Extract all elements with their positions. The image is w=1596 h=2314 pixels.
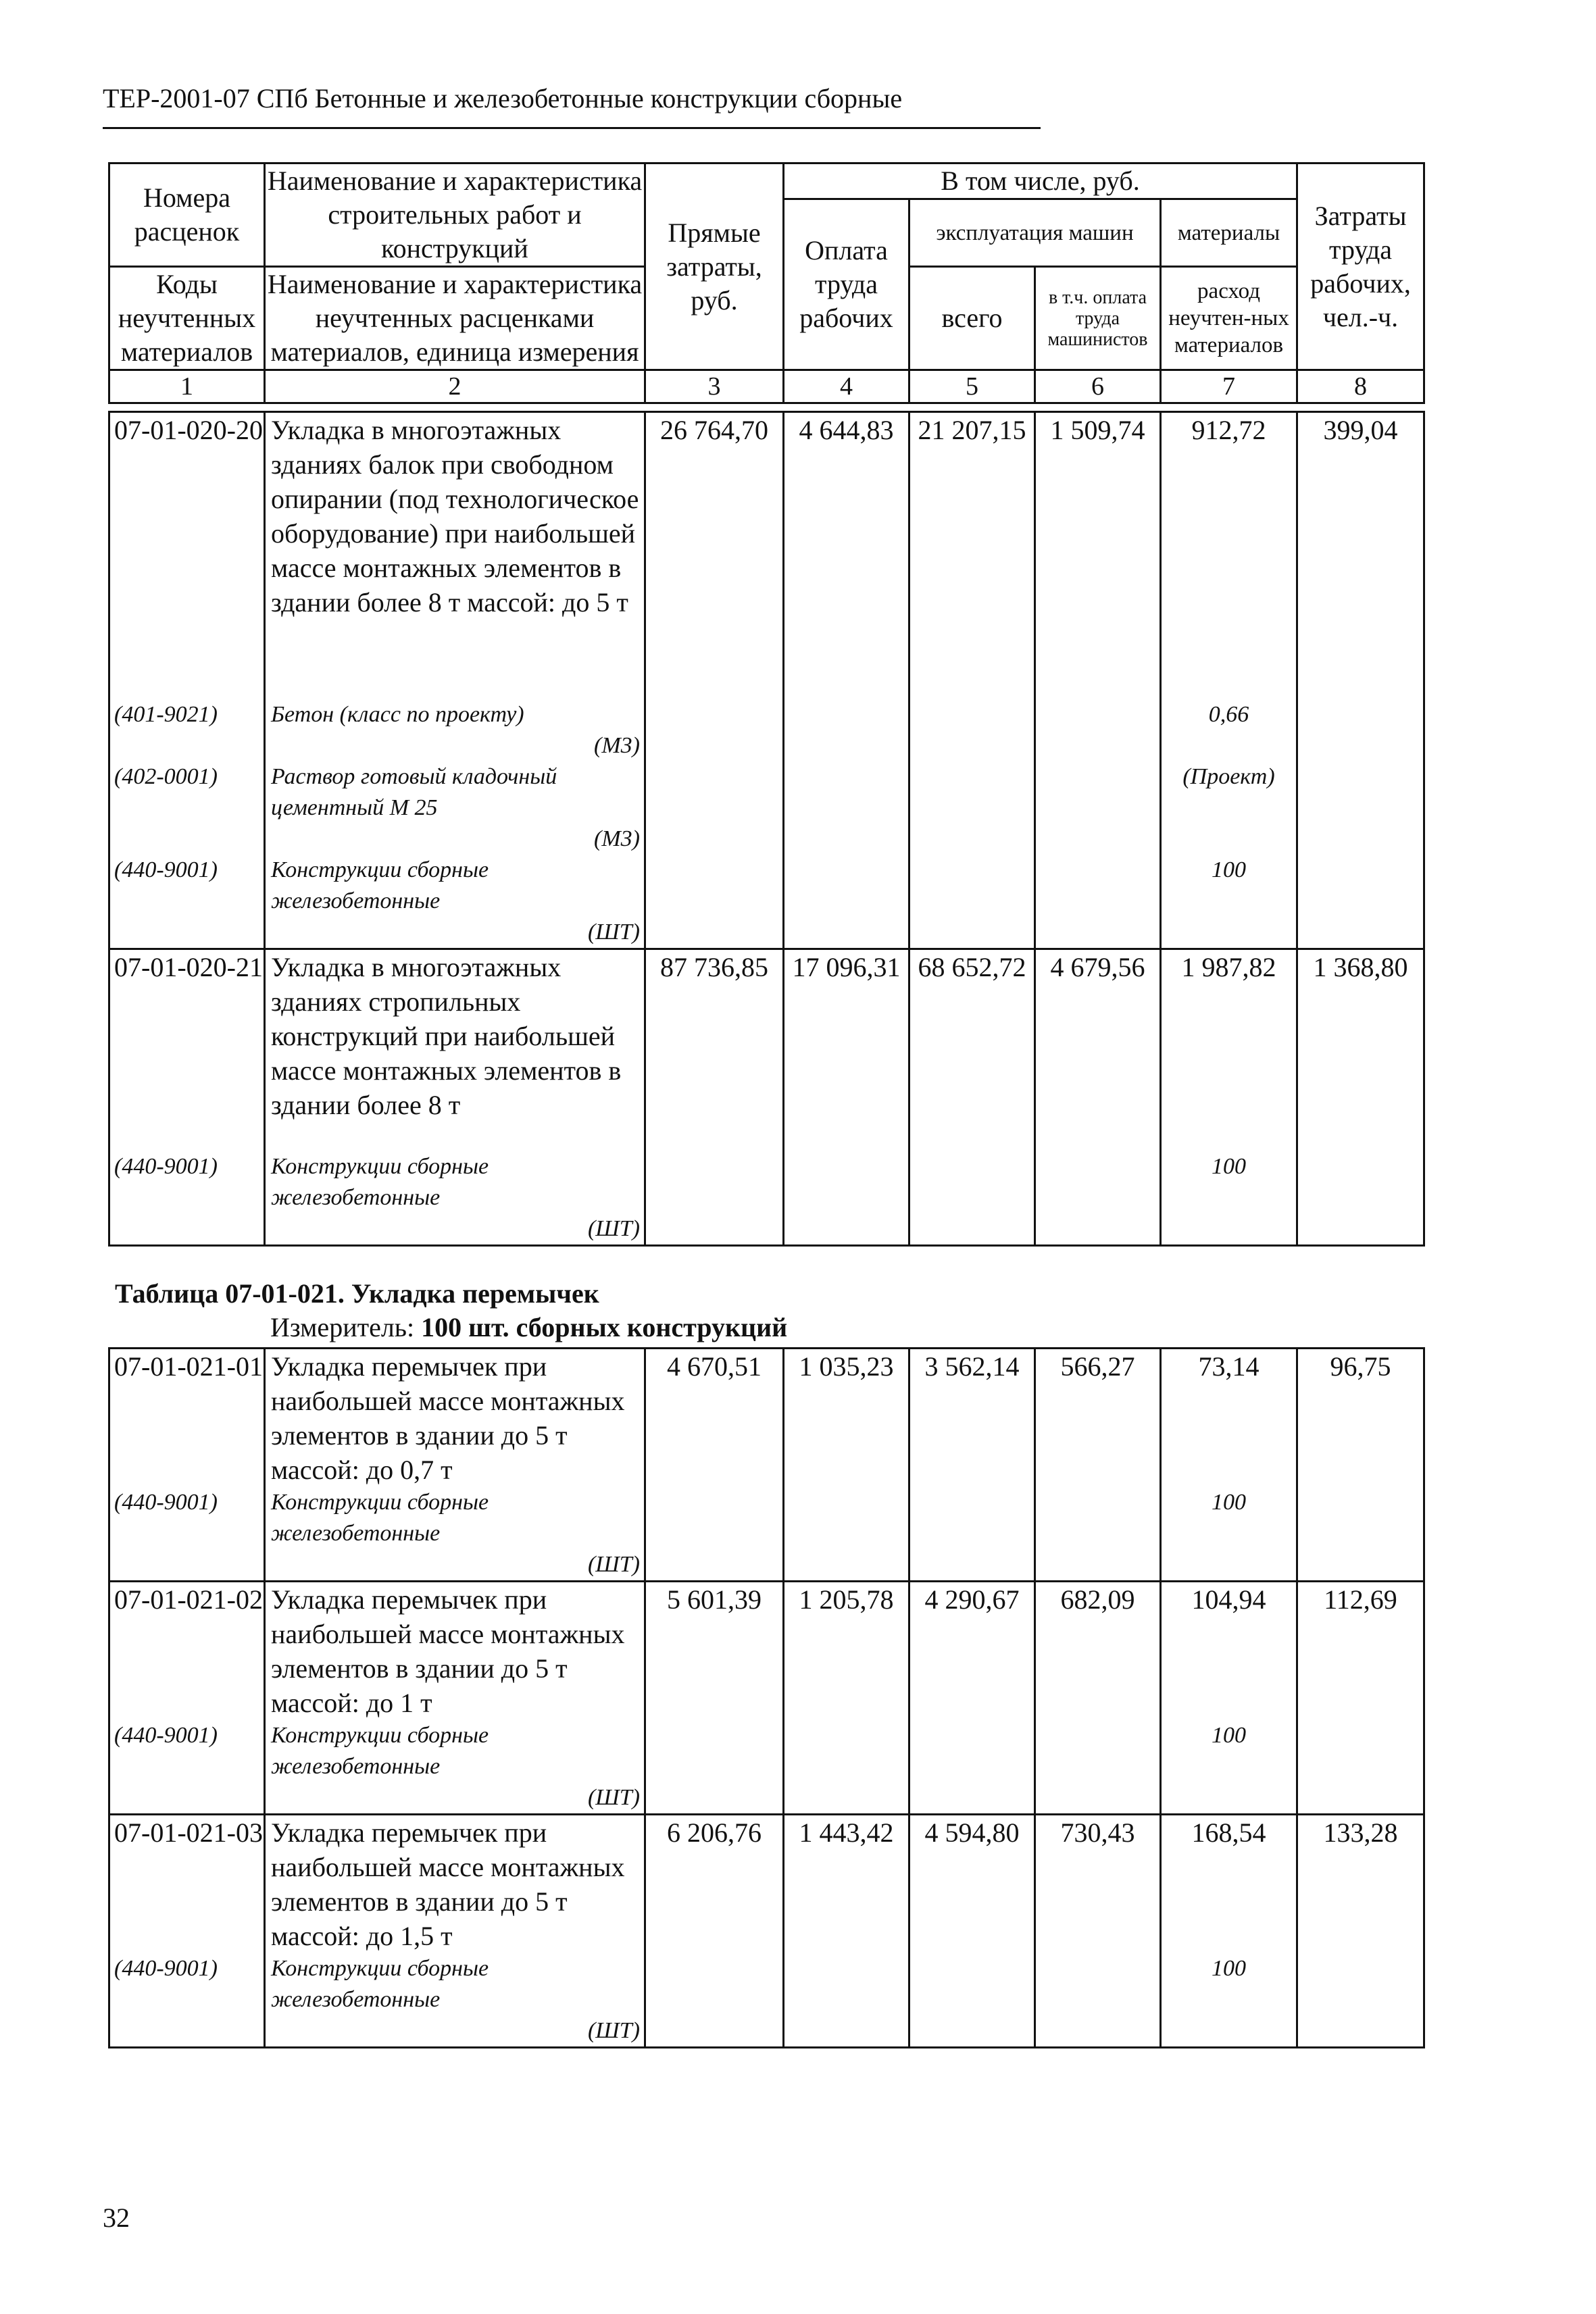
material-use: (Проект) [1161,761,1297,855]
material-name [265,1953,645,2048]
empty-cell [1297,1720,1424,1815]
header-labor-pay: Оплата труда рабочих [784,199,909,370]
empty-cell [645,1953,784,2048]
material-unit: (ШТ) [587,1785,640,1810]
rates-table-021 [108,1347,1425,2048]
material-name [265,1151,645,1246]
direct-costs: 4 670,51 [645,1349,784,1488]
empty-cell [1035,1151,1161,1246]
material-use: 100 [1161,1953,1297,2048]
operators-pay: 682,09 [1035,1582,1161,1721]
empty-cell [1297,1953,1424,2048]
materials-cost: 168,54 [1161,1815,1297,1954]
direct-costs: 87 736,85 [645,949,784,1151]
rate-code: 07-01-020-21 [109,949,265,1151]
column-number: 5 [909,370,1035,403]
material-code: (440-9001) [109,1487,265,1582]
machines-total: 21 207,15 [909,412,1035,699]
labor-pay: 1 443,42 [784,1815,909,1954]
column-number: 6 [1035,370,1161,403]
empty-cell [1297,855,1424,949]
material-name-text: Конструкции сборные железобетонные [271,1490,489,1546]
table-row [109,1349,1424,1488]
empty-cell [1297,699,1424,761]
empty-cell [784,1151,909,1246]
materials-cost: 1 987,82 [1161,949,1297,1151]
material-code: (401-9021) [109,699,265,761]
material-name-text: Бетон (класс по проекту) [271,701,524,727]
material-name-text: Конструкции сборные железобетонные [271,857,489,913]
material-row [109,1487,1424,1582]
table-title: Таблица 07-01-021. Укладка перемычек [115,1278,599,1309]
machines-total: 3 562,14 [909,1349,1035,1488]
measure-line [270,1311,787,1344]
materials-cost: 73,14 [1161,1349,1297,1488]
empty-cell [784,855,909,949]
direct-costs: 5 601,39 [645,1582,784,1721]
material-unit: (ШТ) [587,1552,640,1577]
empty-cell [909,855,1035,949]
header-name-bottom: Наименование и характеристика неучтенных расценками материалов, единица измерения [265,267,645,370]
empty-cell [784,1953,909,2048]
material-code: (440-9001) [109,1720,265,1815]
header-materials: материалы [1161,199,1297,267]
labor-hours: 112,69 [1297,1582,1424,1721]
operators-pay: 730,43 [1035,1815,1161,1954]
column-number: 8 [1297,370,1424,403]
empty-cell [909,1151,1035,1246]
empty-cell [645,1720,784,1815]
operators-pay: 1 509,74 [1035,412,1161,699]
empty-cell [1035,761,1161,855]
rate-code: 07-01-021-02 [109,1582,265,1721]
document-title: ТЕР-2001-07 СПб Бетонные и железобетонные конструкции сборные [103,83,903,114]
material-name [265,1487,645,1582]
empty-cell [909,699,1035,761]
material-use: 0,66 [1161,699,1297,761]
empty-cell [909,761,1035,855]
material-code: (402-0001) [109,761,265,855]
labor-hours: 399,04 [1297,412,1424,699]
column-number: 2 [265,370,645,403]
labor-pay: 4 644,83 [784,412,909,699]
measure-value: 100 шт. сборных конструкций [421,1312,788,1342]
empty-cell [1035,855,1161,949]
material-code: (440-9001) [109,855,265,949]
rate-code: 07-01-021-01 [109,1349,265,1488]
machines-total: 4 594,80 [909,1815,1035,1954]
rate-code: 07-01-020-20 [109,412,265,699]
machines-total: 68 652,72 [909,949,1035,1151]
rate-name: Укладка в многоэтажных зданиях стропильных конструкций при наибольшей массе монтажных элементов в здании более 8 т [265,949,645,1151]
rate-code: 07-01-021-03 [109,1815,265,1954]
material-use: 100 [1161,855,1297,949]
header-direct-costs: Прямые затраты, руб. [645,164,784,370]
material-name [265,855,645,949]
rate-name: Укладка перемычек при наибольшей массе монтажных элементов в здании до 5 т массой: до 1 т [265,1582,645,1721]
operators-pay: 4 679,56 [1035,949,1161,1151]
measure-label: Измеритель: [270,1312,415,1342]
operators-pay: 566,27 [1035,1349,1161,1488]
material-name-text: Конструкции сборные железобетонные [271,1956,489,2012]
header-codes-top: Номера расценок [109,164,265,267]
table-row [109,1582,1424,1721]
table-row [109,412,1424,699]
material-row [109,1953,1424,2048]
empty-cell [1297,1487,1424,1582]
material-row [109,1151,1424,1246]
header-machines-total: всего [909,267,1035,370]
header-codes-bottom: Коды неучтенных материалов [109,267,265,370]
labor-pay: 17 096,31 [784,949,909,1151]
labor-hours: 1 368,80 [1297,949,1424,1151]
empty-cell [645,855,784,949]
empty-cell [1297,761,1424,855]
material-code: (440-9001) [109,1953,265,2048]
material-use: 100 [1161,1720,1297,1815]
empty-cell [1035,1720,1161,1815]
empty-cell [1297,1151,1424,1246]
material-row [109,1720,1424,1815]
direct-costs: 26 764,70 [645,412,784,699]
rate-name: Укладка перемычек при наибольшей массе монтажных элементов в здании до 5 т массой: до 1,5 т [265,1815,645,1954]
header-machines: эксплуатация машин [909,199,1161,267]
empty-cell [645,699,784,761]
material-use: 100 [1161,1151,1297,1246]
material-unit: (М3) [594,732,640,758]
empty-cell [645,1151,784,1246]
materials-cost: 912,72 [1161,412,1297,699]
empty-cell [784,761,909,855]
empty-cell [784,1720,909,1815]
material-unit: (ШТ) [587,919,640,945]
rate-name: Укладка в многоэтажных зданиях балок при свободном опирании (под технологическое оборудование) при наибольшей массе монтажных элементов в здании более 8 т массой: до 5 т [265,412,645,699]
labor-pay: 1 205,78 [784,1582,909,1721]
empty-cell [909,1720,1035,1815]
direct-costs: 6 206,76 [645,1815,784,1954]
material-row [109,699,1424,761]
material-unit: (М3) [594,826,640,851]
page-number: 32 [103,2203,130,2233]
empty-cell [645,1487,784,1582]
empty-cell [784,1487,909,1582]
material-name-text: Раствор готовый кладочный цементный М 25 [271,763,557,820]
labor-hours: 96,75 [1297,1349,1424,1488]
material-name [265,1720,645,1815]
material-row [109,761,1424,855]
empty-cell [645,761,784,855]
labor-hours: 133,28 [1297,1815,1424,1954]
empty-cell [1035,1953,1161,2048]
column-number: 3 [645,370,784,403]
header-labor-hours: Затраты труда рабочих, чел.-ч. [1297,164,1424,370]
column-number: 1 [109,370,265,403]
labor-pay: 1 035,23 [784,1349,909,1488]
material-unit: (ШТ) [587,2018,640,2043]
material-name [265,699,645,761]
table-header [108,162,1425,404]
column-number: 4 [784,370,909,403]
empty-cell [909,1487,1035,1582]
header-name-top: Наименование и характеристика строительных работ и конструкций [265,164,645,267]
empty-cell [1035,1487,1161,1582]
material-unit: (ШТ) [587,1216,640,1241]
material-name-text: Конструкции сборные железобетонные [271,1154,489,1210]
material-code: (440-9001) [109,1151,265,1246]
empty-cell [1035,699,1161,761]
header-operators-pay: в т.ч. оплата труда машинистов [1035,267,1161,370]
materials-cost: 104,94 [1161,1582,1297,1721]
column-number: 7 [1161,370,1297,403]
material-row [109,855,1424,949]
machines-total: 4 290,67 [909,1582,1035,1721]
page-header [103,80,1041,129]
material-use: 100 [1161,1487,1297,1582]
rates-table-020 [108,411,1425,1247]
table-row [109,1815,1424,1954]
empty-cell [909,1953,1035,2048]
table-row [109,949,1424,1151]
material-name-text: Конструкции сборные железобетонные [271,1723,489,1779]
empty-cell [784,699,909,761]
header-group: В том числе, руб. [784,164,1297,199]
rate-name: Укладка перемычек при наибольшей массе монтажных элементов в здании до 5 т массой: до 0,7 т [265,1349,645,1488]
header-material-use: расход неучтен-ных материалов [1161,267,1297,370]
material-name [265,761,645,855]
